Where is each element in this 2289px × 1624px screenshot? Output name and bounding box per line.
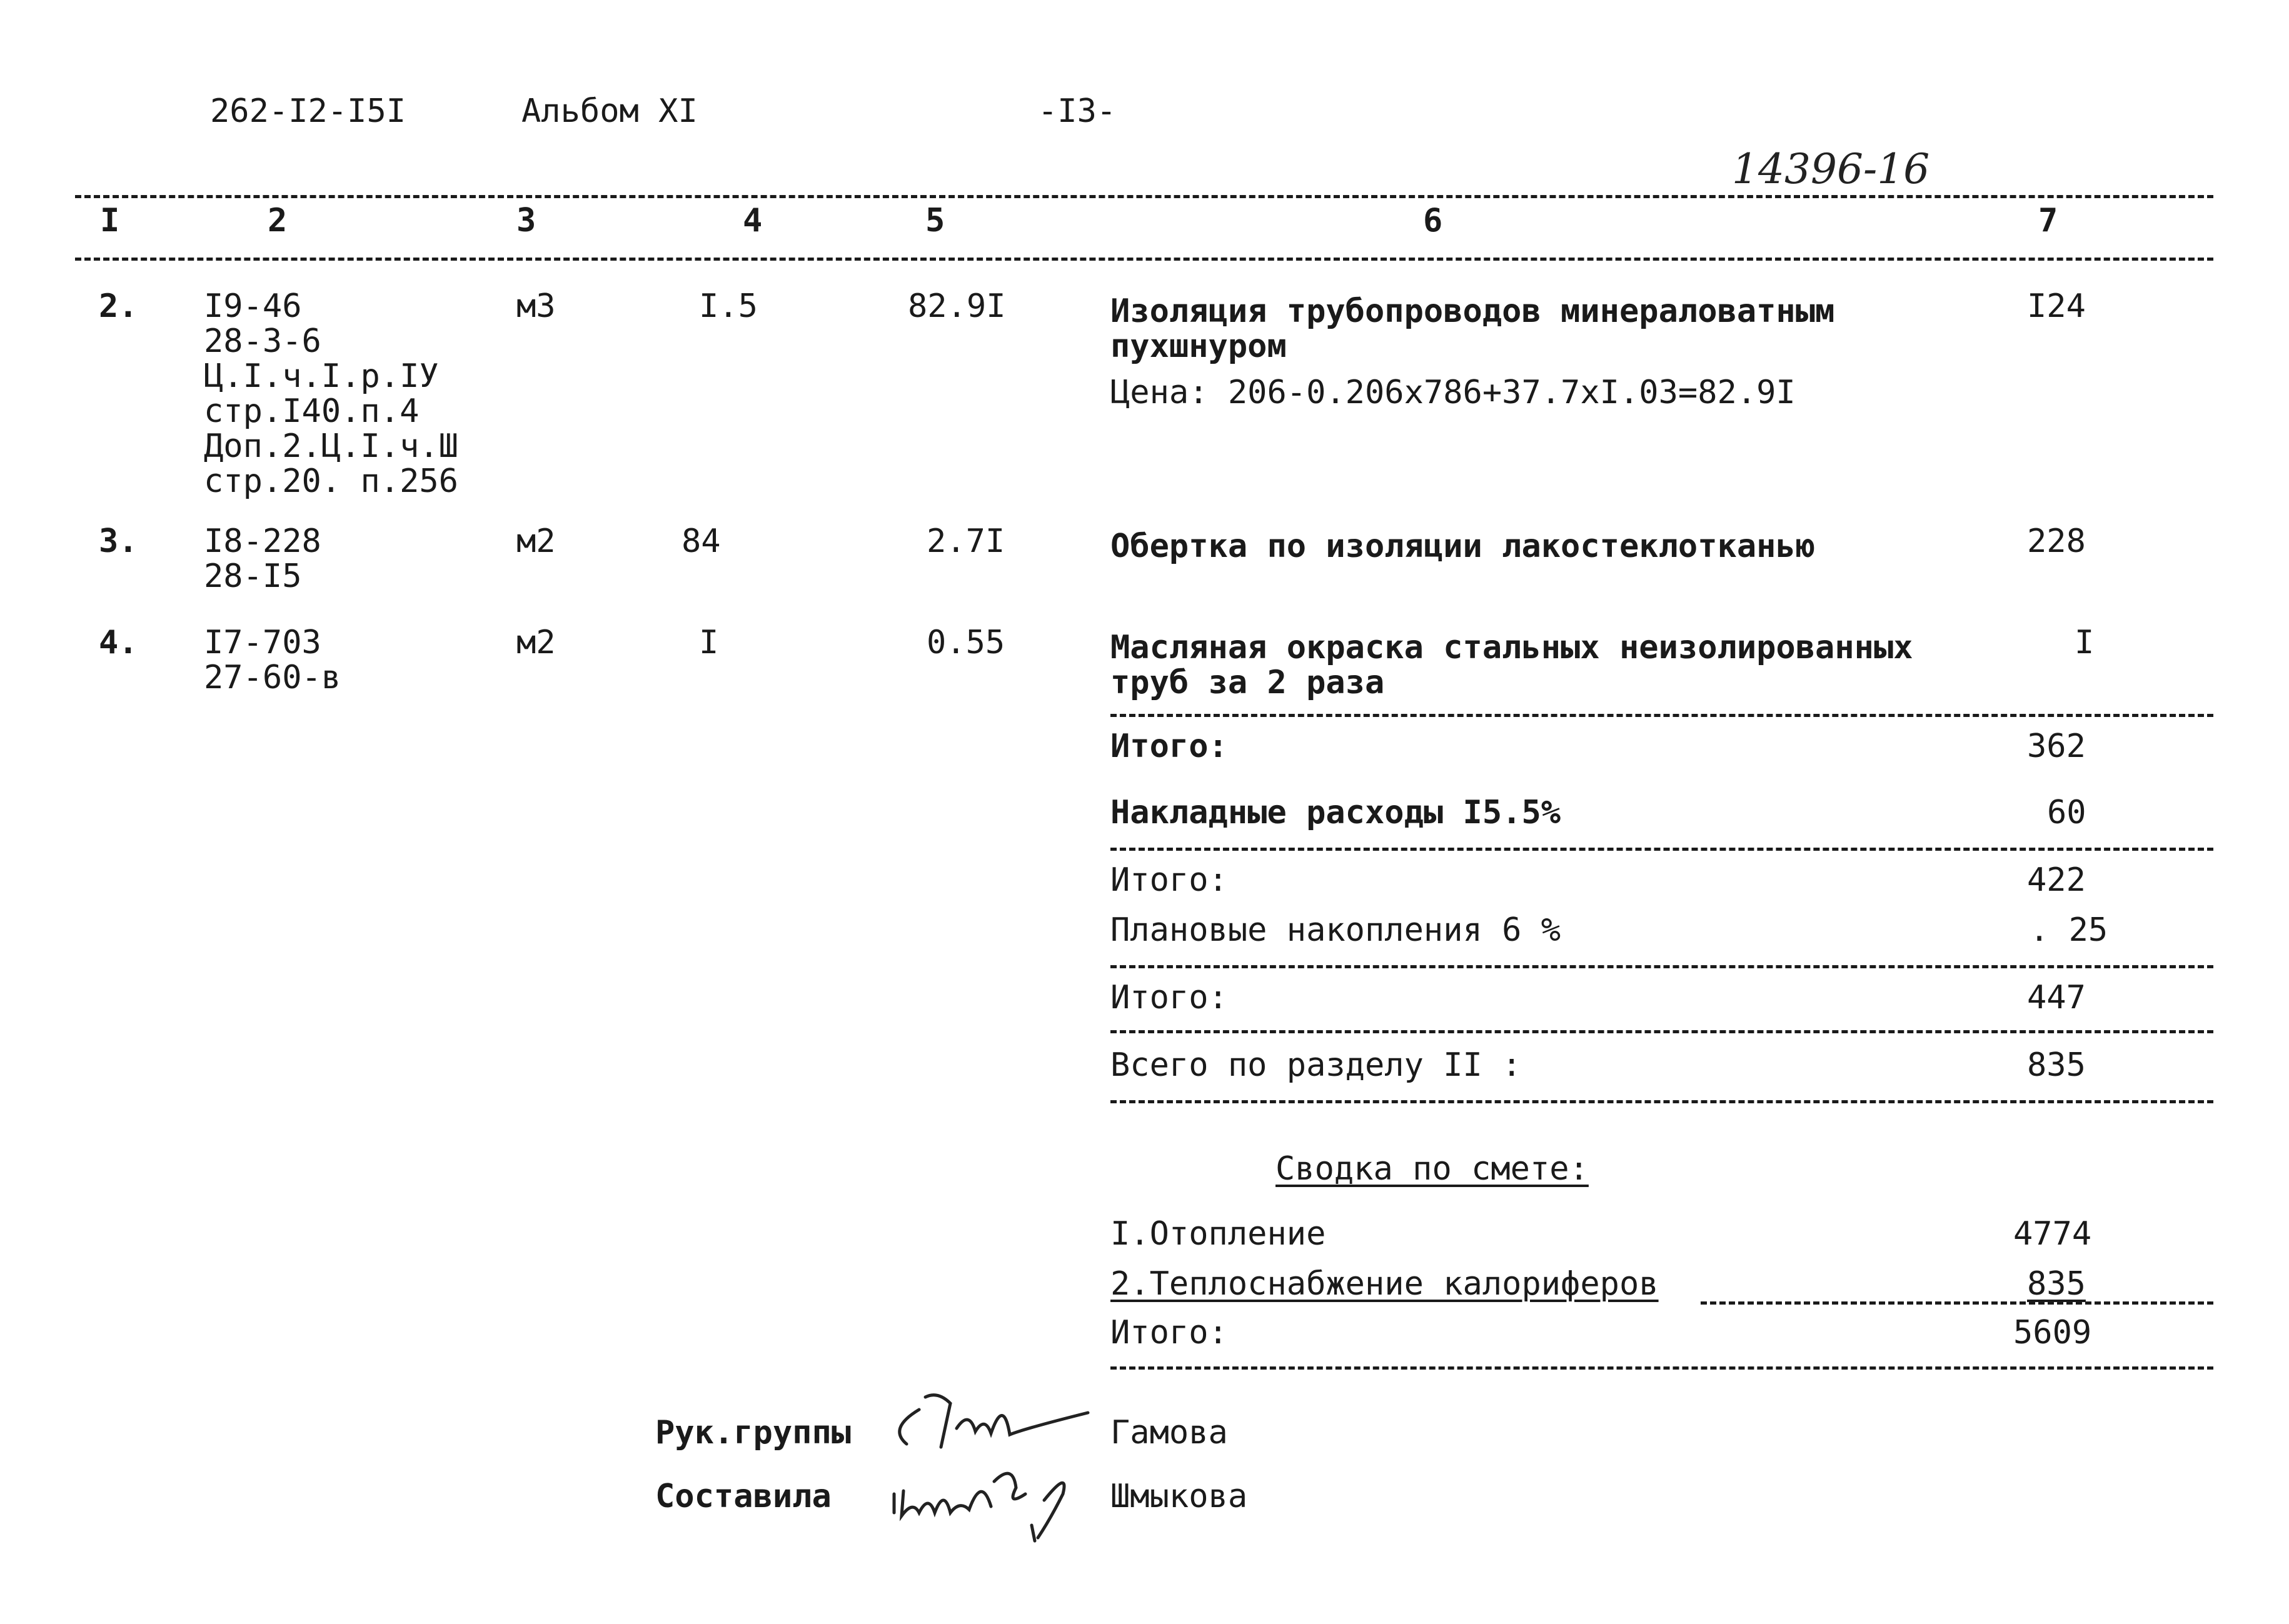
row-unit: м3 — [516, 288, 556, 325]
row-code: 28-I5 — [204, 558, 302, 595]
row-code: стр.I40.п.4 — [204, 393, 420, 430]
totals-divider — [1110, 1100, 2213, 1103]
signature-name: Гамова — [1110, 1414, 1228, 1451]
row-number: 2. — [99, 288, 138, 325]
row-code: I7-703 — [204, 624, 321, 661]
summary-item-value: 5609 — [2013, 1314, 2092, 1351]
summary-item-value: 835 — [2027, 1265, 2086, 1303]
row-description: Масляная окраска стальных неизолированных — [1110, 629, 1913, 666]
row-quantity: 84 — [682, 523, 721, 560]
section-total-label: Всего по разделу II : — [1110, 1046, 1522, 1084]
row-description: труб за 2 раза — [1110, 664, 1385, 701]
album-title: Альбом XI — [521, 93, 698, 130]
row-code: I9-46 — [204, 288, 302, 325]
row-quantity: I.5 — [699, 288, 758, 325]
row-description: Изоляция трубопроводов минераловатным — [1110, 293, 1835, 330]
row-code: 27-60-в — [204, 659, 341, 696]
row-unit: м2 — [516, 523, 556, 560]
planned-savings-value: . 25 — [2030, 911, 2108, 949]
col-4-header: 4 — [743, 202, 763, 239]
overhead-label: Накладные расходы I5.5% — [1110, 794, 1561, 831]
row-unit: м2 — [516, 624, 556, 661]
overhead-value: 60 — [2047, 794, 2086, 831]
col-7-header: 7 — [2038, 202, 2058, 239]
summary-divider — [1110, 1366, 2213, 1370]
totals-divider — [1110, 965, 2213, 968]
row-number: 3. — [99, 523, 138, 560]
totals-divider — [1110, 714, 2213, 717]
album-code: 262-I2-I5I — [210, 93, 406, 130]
page-number: -I3- — [1038, 93, 1117, 130]
row-code: I8-228 — [204, 523, 321, 560]
totals-divider — [1110, 848, 2213, 851]
section-total-value: 835 — [2027, 1046, 2086, 1084]
col-6-header: 6 — [1423, 202, 1443, 239]
row-code: Доп.2.Ц.I.ч.Ш — [204, 428, 458, 465]
row-code: 28-3-6 — [204, 323, 321, 360]
row-price: 2.7I — [927, 523, 1005, 560]
handwritten-signature — [882, 1385, 1107, 1460]
signature-role: Составила — [655, 1478, 832, 1515]
subtotal-value: 362 — [2027, 728, 2086, 765]
row-total: I — [2075, 624, 2095, 661]
summary-item-value: 4774 — [2013, 1215, 2092, 1253]
summary-item-label: Итого: — [1110, 1314, 1228, 1351]
col-2-header: 2 — [268, 202, 288, 239]
signature-name: Шмыкова — [1110, 1478, 1248, 1515]
summary-item-label: I.Отопление — [1110, 1215, 1326, 1253]
signature-role: Рук.группы — [655, 1414, 852, 1451]
row-code: Ц.I.ч.I.р.IУ — [204, 358, 439, 395]
row-description: Обертка по изоляции лакостеклотканью — [1110, 528, 1816, 565]
summary-item-label: 2.Теплоснабжение калориферов — [1110, 1265, 1659, 1303]
col-5-header: 5 — [925, 202, 945, 239]
planned-savings-label: Плановые накопления 6 % — [1110, 911, 1561, 949]
handwritten-number: 14396-16 — [1732, 145, 1930, 193]
subtotal-label: Итого: — [1110, 861, 1228, 899]
subtotal-value: 447 — [2027, 979, 2086, 1016]
row-code: стр.20. п.256 — [204, 463, 458, 500]
handwritten-signature — [882, 1450, 1107, 1544]
row-total: I24 — [2027, 288, 2086, 325]
row-price: 82.9I — [908, 288, 1006, 325]
subtotal-label: Итого: — [1110, 728, 1228, 765]
row-description: пухшнуром — [1110, 328, 1287, 365]
row-price: 0.55 — [927, 624, 1005, 661]
col-3-header: 3 — [516, 202, 536, 239]
row-number: 4. — [99, 624, 138, 661]
col-1-header: I — [100, 202, 120, 239]
row-total: 228 — [2027, 523, 2086, 560]
header-top-line — [75, 195, 2213, 198]
summary-divider — [1701, 1301, 2213, 1305]
row-price-formula: Цена: 206-0.206х786+37.7хI.03=82.9I — [1110, 374, 1796, 411]
subtotal-value: 422 — [2027, 861, 2086, 899]
header-bottom-line — [75, 258, 2213, 261]
subtotal-label: Итого: — [1110, 979, 1228, 1016]
row-quantity: I — [699, 624, 719, 661]
totals-divider — [1110, 1030, 2213, 1033]
summary-title: Сводка по смете: — [1275, 1150, 1589, 1188]
